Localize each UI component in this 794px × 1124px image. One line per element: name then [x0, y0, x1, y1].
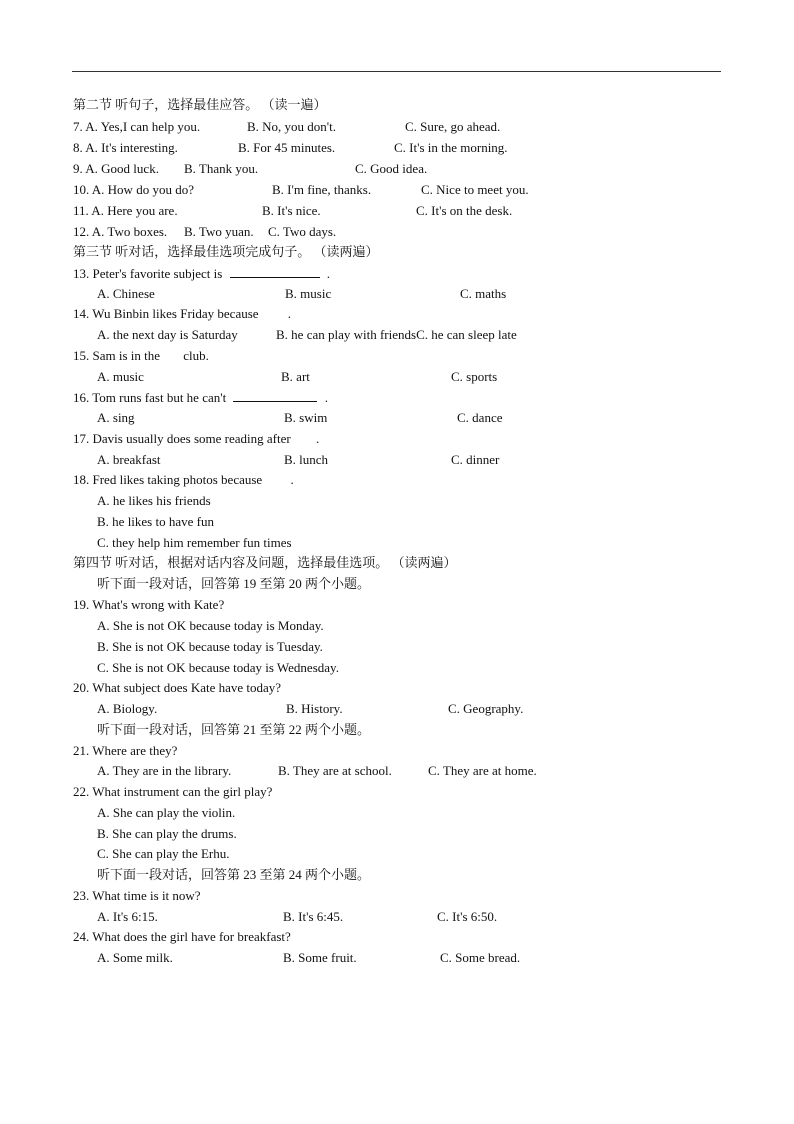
q24-stem: 24. What does the girl have for breakfast?	[73, 929, 291, 944]
q10-option-c: C. Nice to meet you.	[421, 182, 529, 197]
q13-option-a: A. Chinese	[97, 286, 155, 301]
q18-stem	[73, 472, 294, 488]
q15-stem-text: 15. Sam is in the	[73, 348, 161, 363]
q21-option-c: C. They are at home.	[428, 763, 537, 778]
q23-option-c: C. It's 6:50.	[437, 909, 498, 924]
q17-option-c: C. dinner	[451, 452, 500, 467]
q8-option-b: B. For 45 minutes.	[238, 140, 336, 155]
q24-option-a: A. Some milk.	[97, 950, 173, 965]
q24-option-b: B. Some fruit.	[283, 950, 357, 965]
q19-option-c: C. She is not OK because today is Wednesday.	[97, 660, 339, 675]
q19-option-a: A. She is not OK because today is Monday.	[97, 618, 324, 633]
q24-option-c: C. Some bread.	[440, 950, 521, 965]
q8-option-a: 8. A. It's interesting.	[73, 140, 178, 155]
q15-option-c: C. sports	[451, 369, 498, 384]
q23-option-b: B. It's 6:45.	[283, 909, 344, 924]
q20-stem: 20. What subject does Kate have today?	[73, 680, 282, 695]
q21-stem: 21. Where are they?	[73, 743, 178, 758]
q16-stem-text: 16. Tom runs fast but he can't	[73, 390, 227, 405]
q17-option-b: B. lunch	[284, 452, 329, 467]
q9-option-b: B. Thank you.	[184, 161, 259, 176]
q14-stem-end: .	[287, 306, 292, 321]
q14-stem	[73, 306, 291, 322]
q9-option-c: C. Good idea.	[355, 161, 428, 176]
q16-stem	[73, 389, 328, 406]
q14-option-bc: B. he can play with friendsC. he can sleep late	[276, 327, 517, 342]
q15-stem-end: club.	[183, 348, 209, 363]
q18-stem-text: 18. Fred likes taking photos because	[73, 472, 263, 487]
q22-option-c: C. She can play the Erhu.	[97, 846, 230, 861]
q19-stem: 19. What's wrong with Kate?	[73, 597, 225, 612]
section-2-heading: 第二节 听句子，选择最佳应答。 （读一遍）	[73, 97, 327, 112]
q15-option-a: A. music	[97, 369, 144, 384]
instruction-23-24: 听下面一段对话，回答第 23 至第 24 两个小题。	[97, 867, 371, 882]
q14-stem-text: 14. Wu Binbin likes Friday because	[73, 306, 259, 321]
q23-option-a: A. It's 6:15.	[97, 909, 158, 924]
q7-option-a: 7. A. Yes,I can help you.	[73, 119, 201, 134]
q17-stem-end: .	[315, 431, 320, 446]
q11-option-b: B. It's nice.	[262, 203, 321, 218]
instruction-21-22: 听下面一段对话，回答第 21 至第 22 两个小题。	[97, 722, 371, 737]
q18-option-b: B. he likes to have fun	[97, 514, 214, 529]
q20-option-b: B. History.	[286, 701, 343, 716]
q16-stem-end: .	[324, 390, 328, 405]
q15-stem	[73, 348, 209, 364]
instruction-19-20: 听下面一段对话，回答第 19 至第 20 两个小题。	[97, 576, 371, 591]
q21-option-b: B. They are at school.	[278, 763, 392, 778]
q18-option-c: C. they help him remember fun times	[97, 535, 292, 550]
q12-option-b: B. Two yuan.	[184, 224, 254, 239]
q13-answer-blank	[230, 265, 320, 278]
q18-option-a: A. he likes his friends	[97, 493, 211, 508]
q15-option-b: B. art	[281, 369, 310, 384]
q17-option-a: A. breakfast	[97, 452, 161, 467]
q13-stem-text: 13. Peter's favorite subject is	[73, 266, 223, 281]
q23-stem: 23. What time is it now?	[73, 888, 201, 903]
q21-option-a: A. They are in the library.	[97, 763, 232, 778]
q16-option-a: A. sing	[97, 410, 135, 425]
q10-option-a: 10. A. How do you do?	[73, 182, 194, 197]
q7-option-b: B. No, you don't.	[247, 119, 337, 134]
q17-stem-text: 17. Davis usually does some reading after	[73, 431, 291, 446]
q8-option-c: C. It's in the morning.	[394, 140, 508, 155]
q22-stem: 22. What instrument can the girl play?	[73, 784, 273, 799]
q16-option-b: B. swim	[284, 410, 328, 425]
q18-stem-end: .	[290, 472, 294, 487]
header-rule	[72, 71, 721, 72]
q13-option-c: C. maths	[460, 286, 507, 301]
q7-option-c: C. Sure, go ahead.	[405, 119, 501, 134]
q10-option-b: B. I'm fine, thanks.	[272, 182, 372, 197]
section-4-heading: 第四节 听对话，根据对话内容及问题，选择最佳选项。 （读两遍）	[73, 555, 457, 570]
q20-option-a: A. Biology.	[97, 701, 158, 716]
q19-option-b: B. She is not OK because today is Tuesday.	[97, 639, 323, 654]
q22-option-a: A. She can play the violin.	[97, 805, 236, 820]
q13-option-b: B. music	[285, 286, 332, 301]
q13-stem	[73, 265, 330, 282]
q16-answer-blank	[233, 389, 317, 402]
q12-option-c: C. Two days.	[268, 224, 337, 239]
q17-stem	[73, 431, 319, 447]
q22-option-b: B. She can play the drums.	[97, 826, 237, 841]
q11-option-c: C. It's on the desk.	[416, 203, 513, 218]
q14-option-a: A. the next day is Saturday	[97, 327, 238, 342]
q16-option-c: C. dance	[457, 410, 503, 425]
q12-option-a: 12. A. Two boxes.	[73, 224, 168, 239]
q20-option-c: C. Geography.	[448, 701, 524, 716]
q13-stem-end: .	[326, 266, 331, 281]
section-3-heading: 第三节 听对话，选择最佳选项完成句子。 （读两遍）	[73, 244, 379, 259]
q11-option-a: 11. A. Here you are.	[73, 203, 178, 218]
q9-option-a: 9. A. Good luck.	[73, 161, 159, 176]
